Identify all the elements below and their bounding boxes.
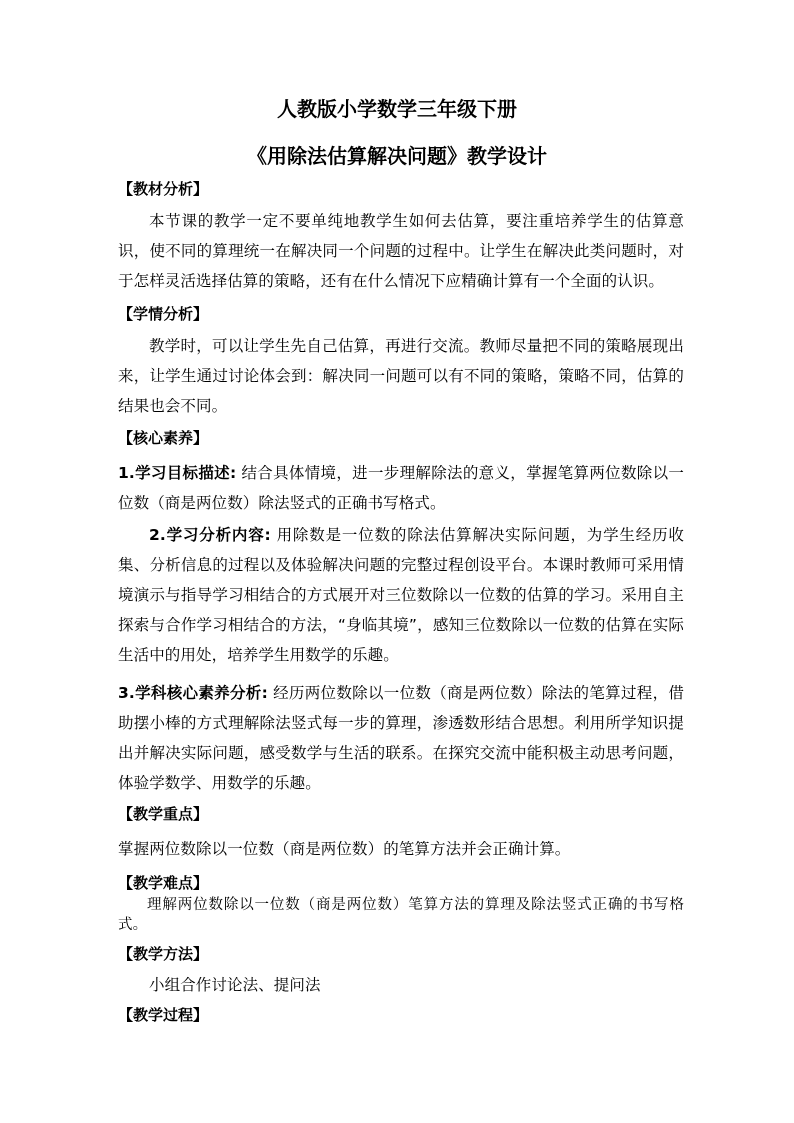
core-literacy-item-1-text: 结合具体情境，进一步理解除法的意义，掌握笔算两位数除以一位数（商是两位数）除法竖式的正确书写格式。 <box>118 464 684 512</box>
learner-analysis-paragraph: 教学时，可以让学生先自己估算，再进行交流。教师尽量把不同的策略展现出来，让学生通过讨论体会到：解决同一问题可以有不同的策略，策略不同，估算的结果也会不同。 <box>118 337 684 415</box>
section-heading-learner-analysis: 【学情分析】 <box>118 305 209 323</box>
core-literacy-item-3-text: 经历两位数除以一位数（商是两位数）除法的笔算过程，借助摆小棒的方式理解除法竖式每一步的算理，渗透数形结合思想。利用所学知识提出并解决实际问题，感受数学与生活的联系。在探究交流中能积极主动思考问题，体验学数学、用数学的乐趣。 <box>118 684 684 792</box>
material-analysis-paragraph: 本节课的教学一定不要单纯地教学生如何去估算，要注重培养学生的估算意识，使不同的算理统一在解决同一个问题的过程中。让学生在解决此类问题时，对于怎样灵活选择估算的策略，还有在什么情况下应精确计算有一个全面的认识。 <box>118 212 684 290</box>
section-heading-core-literacy: 【核心素养】 <box>118 429 209 447</box>
core-literacy-item-1 <box>118 458 684 518</box>
core-literacy-item-3 <box>118 678 684 798</box>
core-literacy-item-2 <box>118 520 684 670</box>
core-literacy-item-1-label: 1.学习目标描述: <box>118 464 237 482</box>
key-points-paragraph: 掌握两位数除以一位数（商是两位数）的笔算方法并会正确计算。 <box>118 840 571 858</box>
section-heading-difficult-points: 【教学难点】 <box>118 874 209 892</box>
difficult-points-paragraph: 理解两位数除以一位数（商是两位数）笔算方法的算理及除法竖式正确的书写格式。 <box>118 897 684 933</box>
core-literacy-item-2-label: 2.学习分析内容: <box>149 526 271 544</box>
core-literacy-item-2-text: 用除数是一位数的除法估算解决实际问题，为学生经历收集、分析信息的过程以及体验解决问题的完整过程创设平台。本课时教师可采用情境演示与指导学习相结合的方式展开对三位数除以一位数的估算的学习。采用自主探索与合作学习相结合的方法，“身临其境”，感知三位数除以一位数的估算在实际生活中的用处，培养学生用数学的乐趣。 <box>118 526 684 664</box>
section-heading-process: 【教学过程】 <box>118 1006 209 1024</box>
section-heading-key-points: 【教学重点】 <box>118 805 209 823</box>
document-title-line2: 《用除法估算解决问题》教学设计 <box>247 144 547 168</box>
section-heading-material-analysis: 【教材分析】 <box>118 180 209 198</box>
section-heading-methods: 【教学方法】 <box>118 945 209 963</box>
core-literacy-item-3-label: 3.学科核心素养分析: <box>118 684 268 702</box>
document-title-line1: 人教版小学数学三年级下册 <box>277 97 517 121</box>
methods-paragraph: 小组合作讨论法、提问法 <box>149 976 321 994</box>
